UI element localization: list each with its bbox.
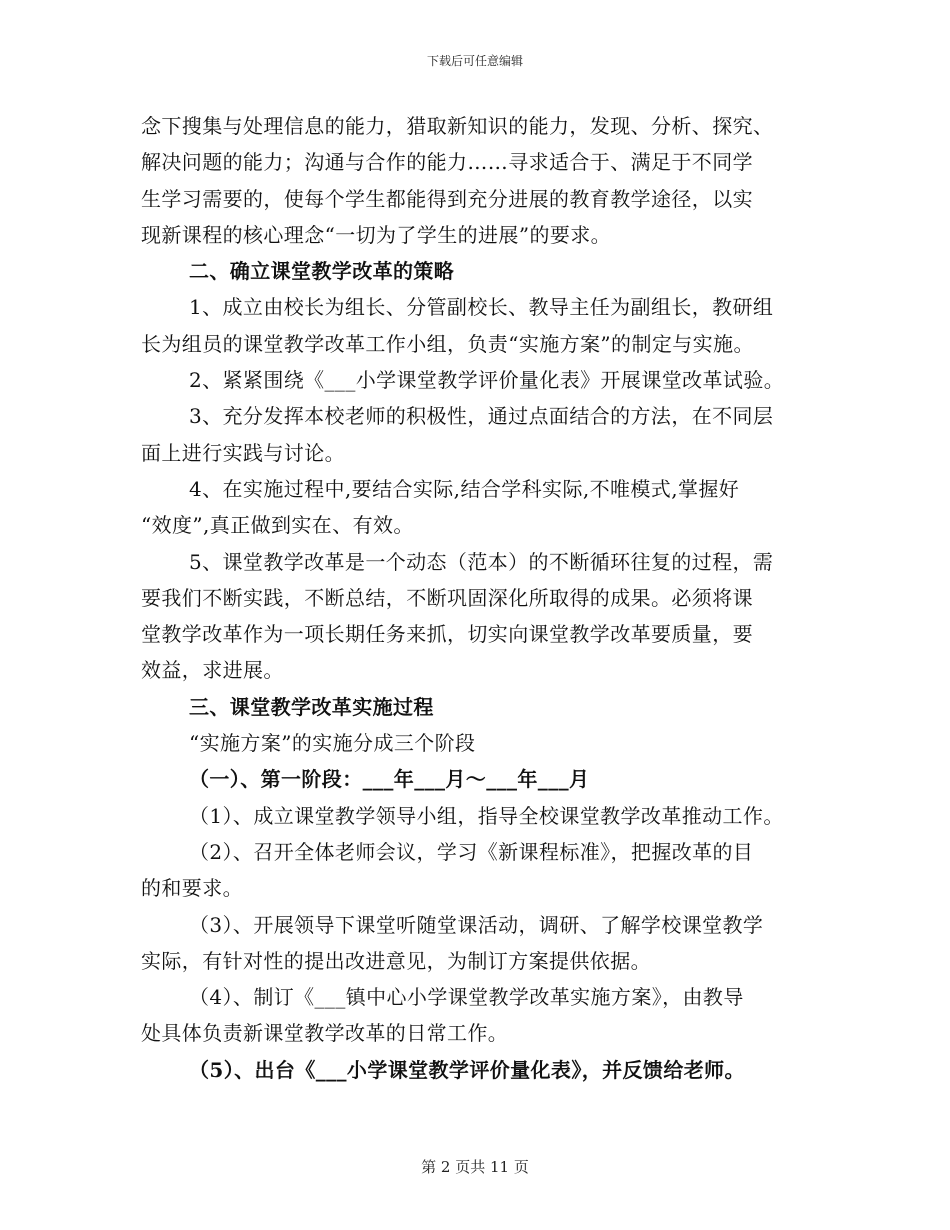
paragraph-line: 3、充分发挥本校老师的积极性，通过点面结合的方法，在不同层: [189, 404, 774, 429]
paragraph-line: （3）、开展领导下课堂听随堂课活动，调研、了解学校课堂教学: [189, 912, 764, 937]
paragraph-line: 处具体负责新课堂教学改革的日常工作。: [141, 1021, 509, 1046]
paragraph-line: 效益，求进展。: [141, 658, 284, 683]
paragraph-line: 现新课程的核心理念“一切为了学生的进展”的要求。: [141, 222, 612, 247]
section-heading-line: （5）、出台《___小学课堂教学评价量化表》，并反馈给老师。: [189, 1057, 745, 1082]
paragraph-line: 4、在实施过程中,要结合实际,结合学科实际,不唯模式,掌握好: [189, 476, 740, 501]
section-heading-line: 二、确立课堂教学改革的策略: [189, 259, 455, 284]
section-heading-line: （一）、第一阶段：___年___月～___年___月: [189, 767, 590, 792]
paragraph-line: “效度”,真正做到实在、有效。: [141, 513, 414, 538]
paragraph-line: 的和要求。: [141, 876, 243, 901]
document-body: [141, 108, 821, 1088]
paragraph-line: 实际，有针对性的提出改进意见，为制订方案提供依据。: [141, 948, 651, 973]
page-header: 下载后可任意编辑: [426, 54, 523, 68]
section-heading-line: 三、课堂教学改革实施过程: [189, 694, 434, 719]
paragraph-line: 1、成立由校长为组长、分管副校长、教导主任为副组长，教研组: [189, 295, 774, 320]
paragraph-line: 堂教学改革作为一项长期任务来抓，切实向课堂教学改革要质量，要: [141, 622, 753, 647]
paragraph-line: （1）、成立课堂教学领导小组，指导全校课堂教学改革推动工作。: [189, 803, 784, 828]
paragraph-line: 要我们不断实践，不断总结，不断巩固深化所取得的成果。必须将课: [141, 585, 753, 610]
paragraph-line: （4）、制订《___镇中心小学课堂教学改革实施方案》，由教导: [189, 985, 744, 1010]
paragraph-line: （2）、召开全体老师会议，学习《新课程标准》，把握改革的目: [189, 839, 754, 864]
paragraph-line: 面上进行实践与讨论。: [141, 440, 345, 465]
paragraph-line: “实施方案”的实施分成三个阶段: [189, 731, 476, 756]
paragraph-line: 解决问题的能力；沟通与合作的能力……寻求适合于、满足于不同学: [141, 150, 753, 175]
paragraph-line: 5、课堂教学改革是一个动态（范本）的不断循环往复的过程，需: [189, 549, 774, 574]
paragraph-line: 念下搜集与处理信息的能力，猎取新知识的能力，发现、分析、探究、: [141, 114, 774, 138]
paragraph-line: 2、紧紧围绕《___小学课堂教学评价量化表》开展课堂改革试验。: [189, 368, 785, 393]
page-footer: 第 2 页共 11 页: [421, 1158, 529, 1176]
paragraph-line: 生学习需要的，使每个学生都能得到充分进展的教育教学途径，以实: [141, 186, 753, 211]
paragraph-line: 长为组员的课堂教学改革工作小组，负责“实施方案”的制定与实施。: [141, 331, 754, 356]
